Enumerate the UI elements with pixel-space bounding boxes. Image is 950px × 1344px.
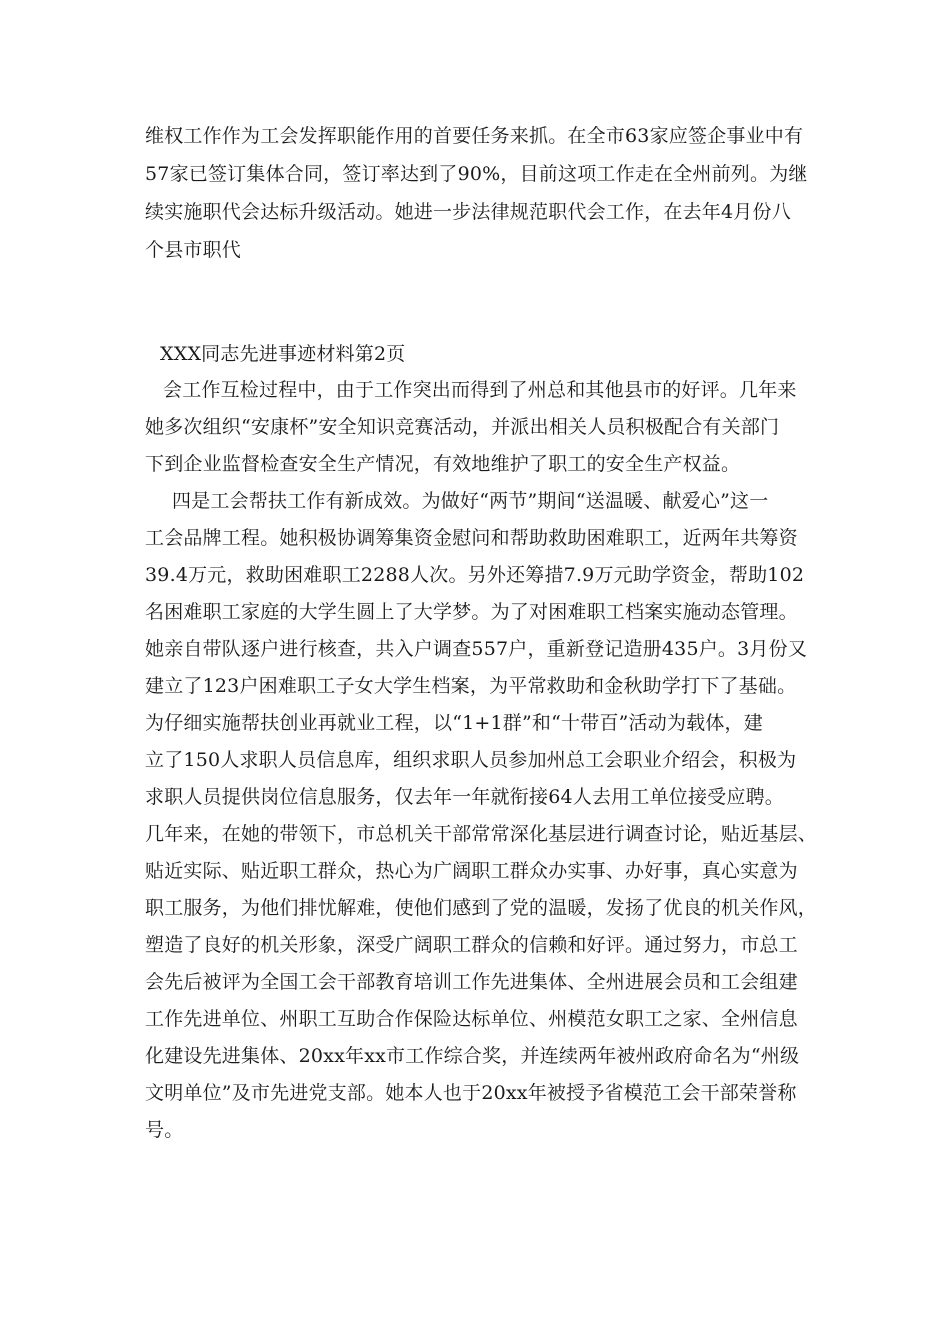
- text-line: 工作先进单位、州职工互助合作保险达标单位、州模范女职工之家、全州信息: [145, 1008, 798, 1030]
- text-line: 建立了123户困难职工子女大学生档案，为平常救助和金秋助学打下了基础。: [145, 675, 797, 697]
- page-header: XXX同志先进事迹材料第2页: [160, 343, 406, 365]
- text-line: 塑造了良好的机关形象，深受广阔职工群众的信赖和好评。通过努力，市总工: [145, 934, 798, 956]
- text-line: 她亲自带队逐户进行核查，共入户调查557户，重新登记造册435户。3月份又: [145, 638, 808, 660]
- text-line: 39.4万元，救助困难职工2288人次。另外还筹措7.9万元助学资金，帮助102: [145, 564, 805, 586]
- text-line: 号。: [145, 1119, 184, 1141]
- text-line: 求职人员提供岗位信息服务，仅去年一年就衔接64人去用工单位接受应聘。: [145, 786, 784, 808]
- text-line: 工会品牌工程。她积极协调筹集资金慰问和帮助救助困难职工，近两年共筹资: [145, 527, 798, 549]
- text-line: 名困难职工家庭的大学生圆上了大学梦。为了对困难职工档案实施动态管理。: [145, 601, 798, 623]
- text-line: 续实施职代会达标升级活动。她进一步法律规范职代会工作，在去年4月份八: [145, 201, 791, 223]
- text-line: 立了150人求职人员信息库，组织求职人员参加州总工会职业介绍会，积极为: [145, 749, 797, 771]
- text-line: 化建设先进集体、20xx年xx市工作综合奖，并连续两年被州政府命名为“州级: [145, 1045, 800, 1067]
- text-line: 为仔细实施帮扶创业再就业工程，以“1+1群”和“十带百”活动为载体，建: [145, 712, 763, 734]
- text-line: 贴近实际、贴近职工群众，热心为广阔职工群众办实事、办好事，真心实意为: [145, 860, 798, 882]
- text-line: 57家已签订集体合同，签订率达到了90%，目前这项工作走在全州前列。为继: [145, 163, 808, 185]
- text-line: 文明单位”及市先进党支部。她本人也于20xx年被授予省模范工会干部荣誉称: [145, 1082, 797, 1104]
- text-line: 个县市职代: [145, 239, 242, 261]
- text-line: 四是工会帮扶工作有新成效。为做好“两节”期间“送温暖、献爱心”这一: [172, 490, 769, 512]
- text-line: 会先后被评为全国工会干部教育培训工作先进集体、全州进展会员和工会组建: [145, 971, 798, 993]
- text-line: 会工作互检过程中，由于工作突出而得到了州总和其他县市的好评。几年来: [163, 379, 797, 401]
- text-line: 职工服务，为他们排忧解难，使他们感到了党的温暖，发扬了优良的机关作风，: [145, 897, 818, 919]
- text-line: 下到企业监督检查安全生产情况，有效地维护了职工的安全生产权益。: [145, 453, 741, 475]
- text-line: 几年来，在她的带领下，市总机关干部常常深化基层进行调查讨论，贴近基层、: [145, 823, 818, 845]
- text-line: 维权工作作为工会发挥职能作用的首要任务来抓。在全市63家应签企事业中有: [145, 125, 804, 147]
- text-line: 她多次组织“安康杯”安全知识竞赛活动，并派出相关人员积极配合有关部门: [145, 416, 780, 438]
